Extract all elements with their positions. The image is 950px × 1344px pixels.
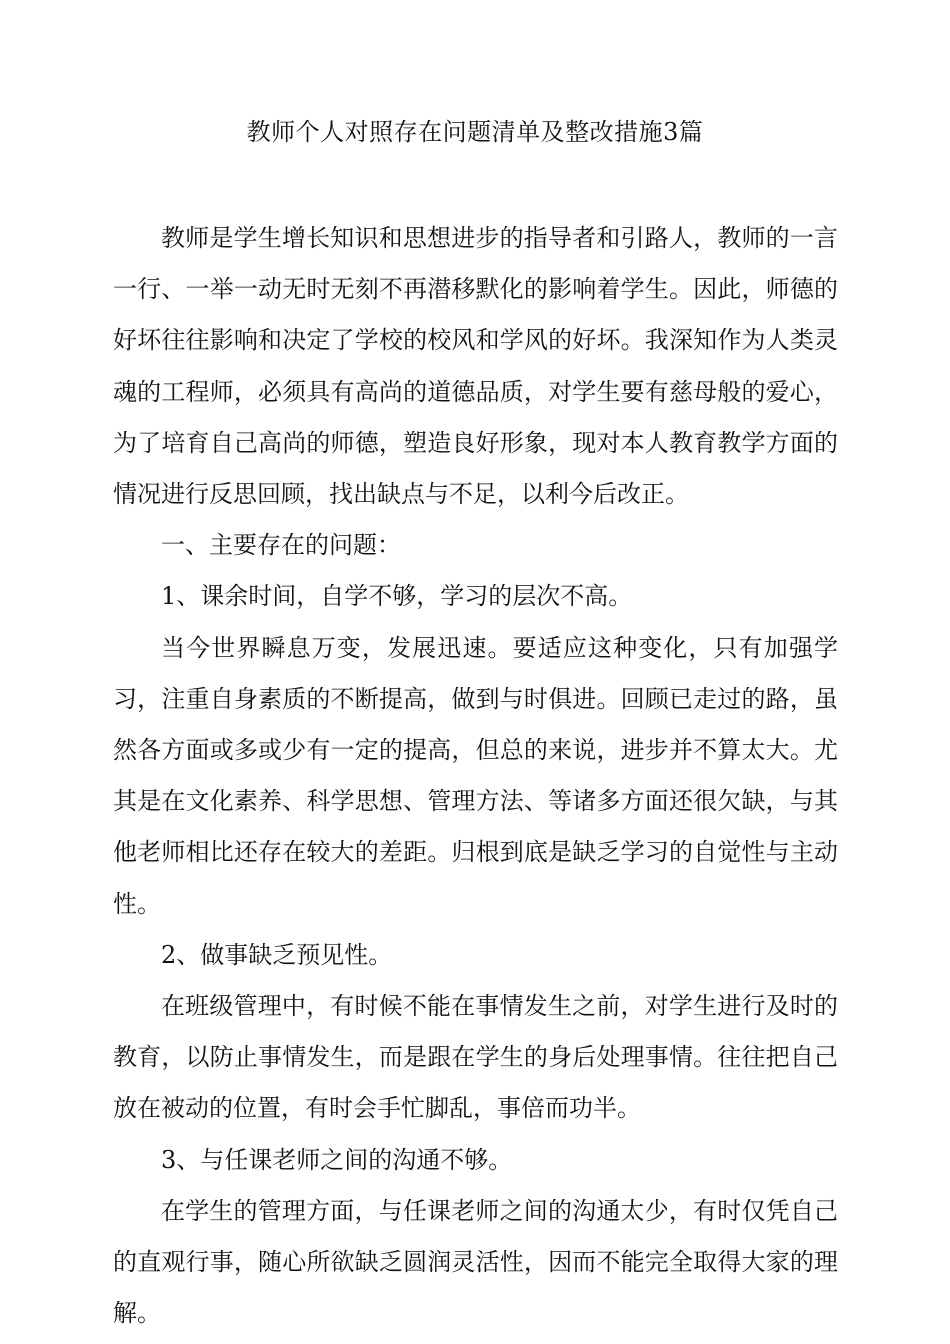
section-heading-main-problems: 一、主要存在的问题： bbox=[161, 531, 401, 560]
document-title: 教师个人对照存在问题清单及整改措施3篇 bbox=[246, 118, 704, 146]
problem-body-1: 当今世界瞬息万变，发展迅速。要适应这种变化，只有加强学习，注重自身素质的不断提高，做到与时俱进。回顾已走过的路，虽然各方面或多或少有一定的提高，但总的来说，进步并不算太大。尤其是在文化素养、科学思想、管理方法、等诸多方面还很欠缺，与其他老师相比还存在较大的差距。归根到底是缺乏学习的自觉性与主动性。 bbox=[113, 633, 838, 918]
document-body bbox=[113, 213, 838, 1339]
problem-body-3: 在学生的管理方面，与任课老师之间的沟通太少，有时仅凭自己的直观行事，随心所欲缺乏圆润灵活性，因而不能完全取得大家的理解。 bbox=[113, 1196, 838, 1328]
problem-heading-1: 1、课余时间，自学不够，学习的层次不高。 bbox=[161, 582, 633, 611]
paragraph-intro: 教师是学生增长知识和思想进步的指导者和引路人，教师的一言一行、一举一动无时无刻不再潜移默化的影响着学生。因此，师德的好坏往往影响和决定了学校的校风和学风的好坏。我深知作为人类灵魂的工程师，必须具有高尚的道德品质，对学生要有慈母般的爱心，为了培育自己高尚的师德，塑造良好形象，现对本人教育教学方面的情况进行反思回顾，找出缺点与不足，以利今后改正。 bbox=[113, 224, 838, 509]
problem-heading-3: 3、与任课老师之间的沟通不够。 bbox=[161, 1145, 513, 1174]
problem-heading-2: 2、做事缺乏预见性。 bbox=[161, 940, 393, 969]
problem-body-2: 在班级管理中，有时候不能在事情发生之前，对学生进行及时的教育，以防止事情发生，而是跟在学生的身后处理事情。往往把自己放在被动的位置，有时会手忙脚乱，事倍而功半。 bbox=[113, 992, 838, 1123]
